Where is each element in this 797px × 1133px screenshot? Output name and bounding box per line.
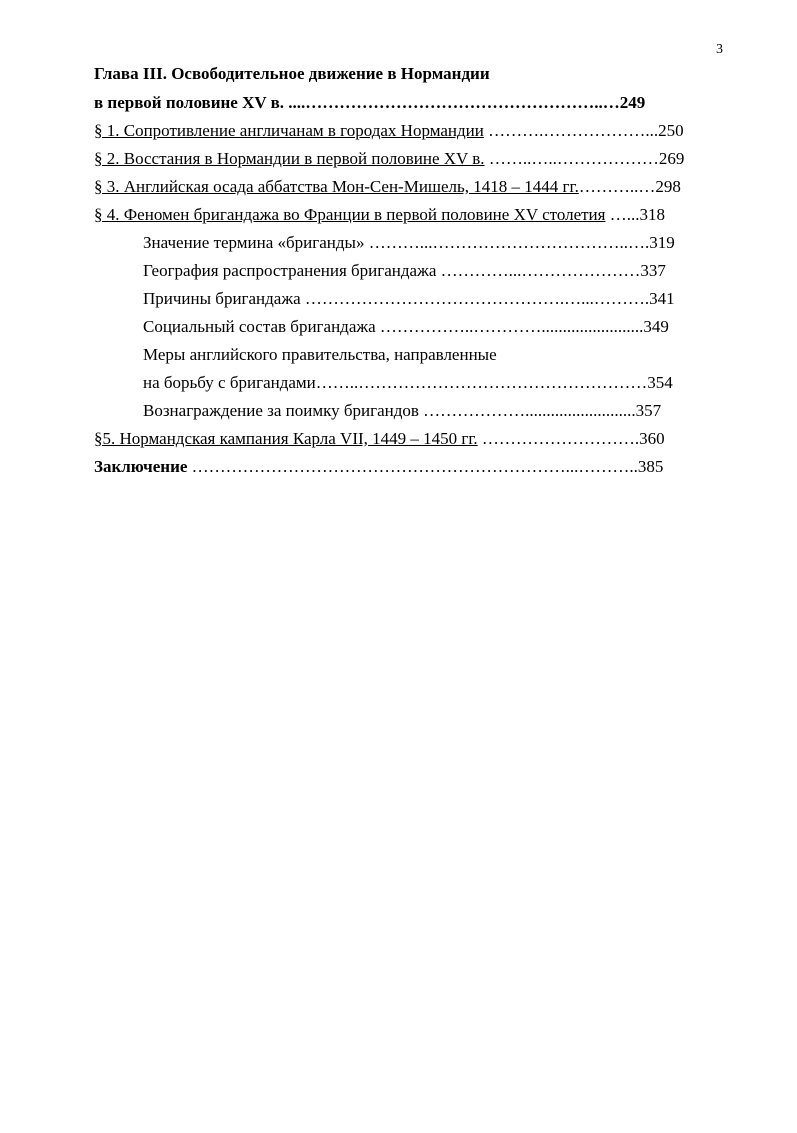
toc-entry-3[interactable]: [94, 177, 681, 197]
subentry-title: Меры английского правительства, направленные: [143, 345, 497, 364]
page-ref: 354: [647, 373, 673, 392]
toc-entry-5[interactable]: [94, 429, 665, 449]
leader-dots: ……………..…………........................: [375, 317, 644, 336]
subentry-title: География распространения бригандажа: [143, 261, 437, 280]
leader-dots: ……….……………….: [483, 121, 650, 140]
chapter-title-line2: [94, 93, 645, 113]
subentry-title: на борьбу с бригандами: [143, 373, 316, 392]
leader-dots: ……..…..………………: [484, 149, 659, 168]
toc-entry-2[interactable]: [94, 149, 684, 169]
page-ref: 318: [639, 205, 665, 224]
toc-subentry-4: [143, 317, 669, 337]
page-ref: 337: [640, 261, 666, 280]
leader-dots: ………..…: [578, 177, 656, 196]
toc-entry-link[interactable]: § 1. Сопротивление англичанам в городах Нормандии: [94, 121, 484, 140]
toc-entry-link[interactable]: § 3. Английская осада аббатства Мон-Сен-Мишель, 1418 – 1444 гг.: [94, 177, 579, 196]
leader-dots: …...: [605, 205, 640, 224]
toc-entry-1[interactable]: [94, 121, 684, 141]
toc-entry-link[interactable]: §5. Нормандская кампания Карла VII, 1449 – 1450 гг.: [94, 429, 478, 448]
page-number: 3: [716, 42, 723, 57]
subentry-title: Значение термина «бриганды»: [143, 233, 365, 252]
toc-subentry-5-line2: [143, 373, 673, 393]
page-ref: ..250: [649, 121, 684, 140]
leader-dots: ……………………….: [477, 429, 640, 448]
chapter-title-text-2: в первой половине XV в.: [94, 93, 285, 112]
toc-entry-4[interactable]: [94, 205, 665, 225]
toc-conclusion: [94, 457, 663, 477]
toc-entry-link[interactable]: § 2. Восстания в Нормандии в первой половине XV в.: [94, 149, 485, 168]
leader-dots: …………………………………………………………...………..: [187, 457, 638, 476]
page-ref: 385: [637, 457, 664, 476]
subentry-title: Социальный состав бригандажа: [143, 317, 376, 336]
leader-dots: ………………..........................: [418, 401, 636, 420]
chapter-title-line1: [94, 64, 490, 84]
page-ref: 319: [649, 233, 675, 252]
page-ref: 357: [635, 401, 662, 420]
subentry-title: Причины бригандажа: [143, 289, 301, 308]
toc-subentry-3: [143, 289, 675, 309]
page-ref: 360: [639, 429, 665, 448]
leader-dots: …………...…………………: [436, 261, 641, 280]
toc-subentry-5-line1: [143, 345, 497, 365]
toc-subentry-6: [143, 401, 661, 421]
subentry-title: Вознаграждение за поимку бригандов: [143, 401, 419, 420]
chapter-title-text-1: Глава III. Освободительное движение в Нормандии: [94, 64, 490, 83]
conclusion-title: Заключение: [94, 457, 188, 476]
page-ref: 249: [619, 93, 646, 112]
leader-dots: ……..……………………………………………: [315, 373, 648, 392]
page-ref: 349: [643, 317, 669, 336]
page-ref: 269: [658, 149, 685, 168]
toc-subentry-2: [143, 261, 666, 281]
leader-dots: ………...……………………………..….: [364, 233, 650, 252]
leader-dots: ……………………………………….…...……….: [300, 289, 650, 308]
page-ref: 298: [655, 177, 681, 196]
toc-entry-link[interactable]: § 4. Феномен бригандажа во Франции в первой половине XV столетия: [94, 205, 606, 224]
toc-subentry-1: [143, 233, 675, 253]
page-ref: 341: [649, 289, 675, 308]
leader-dots: ....……………………………………………..…: [284, 93, 620, 112]
